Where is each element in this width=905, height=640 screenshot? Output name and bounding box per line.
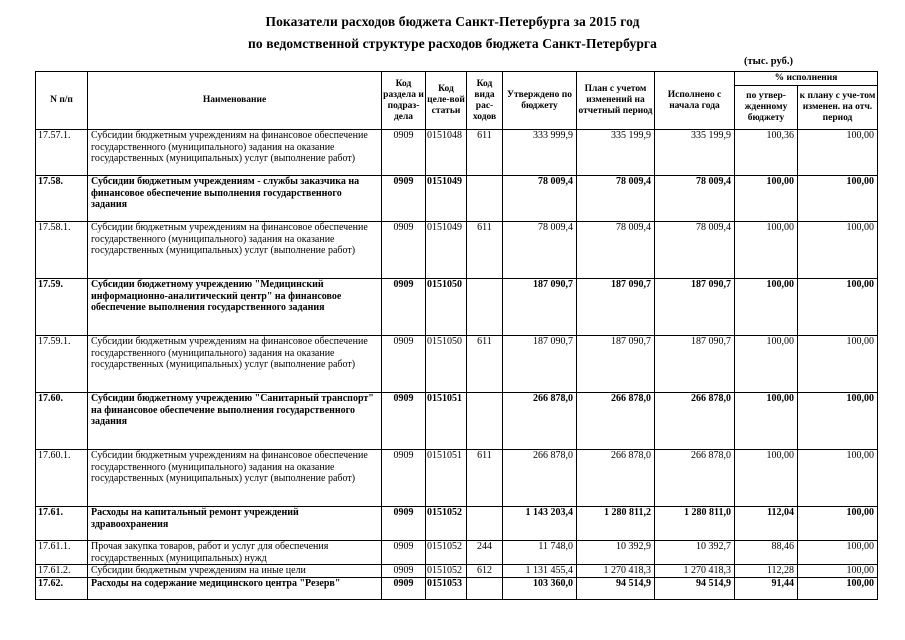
budget-table [35,71,878,600]
cell-executed: 266 878,0 [655,450,735,507]
cell-npp: 17.59. [36,279,88,336]
table-row [36,222,878,279]
cell-pct-plan: 100,00 [798,393,878,450]
cell-pct-approved: 100,00 [735,176,798,222]
cell-cel: 0151051 [426,393,467,450]
cell-cel: 0151049 [426,222,467,279]
cell-razdel: 0909 [382,450,426,507]
cell-approved: 266 878,0 [503,450,577,507]
cell-pct-plan: 100,00 [798,222,878,279]
cell-plan: 335 199,9 [577,130,655,176]
cell-pct-approved: 100,00 [735,279,798,336]
cell-plan: 187 090,7 [577,279,655,336]
cell-executed: 187 090,7 [655,336,735,393]
table-row [36,577,878,599]
cell-vid: 611 [467,130,503,176]
header-approved: Утверждено по бюджету [503,72,577,130]
cell-npp: 17.59.1. [36,336,88,393]
cell-name: Прочая закупка товаров, работ и услуг для обеспечения государственных (муниципальных) нужд [88,541,382,565]
cell-pct-plan: 100,00 [798,565,878,578]
table-row [36,565,878,578]
cell-npp: 17.60. [36,393,88,450]
cell-pct-approved: 100,00 [735,222,798,279]
cell-vid: 611 [467,336,503,393]
cell-cel: 0151050 [426,279,467,336]
cell-approved: 187 090,7 [503,279,577,336]
cell-name: Субсидии бюджетному учреждению "Санитарный транспорт" на финансовое обеспечение выполнения государственного задания [88,393,382,450]
cell-npp: 17.61.2. [36,565,88,578]
cell-approved: 266 878,0 [503,393,577,450]
cell-approved: 187 090,7 [503,336,577,393]
header-plan: План с учетом изменений на отчетный период [577,72,655,130]
cell-pct-plan: 100,00 [798,279,878,336]
cell-executed: 1 270 418,3 [655,565,735,578]
cell-vid [467,393,503,450]
cell-vid: 244 [467,541,503,565]
units-label: (тыс. руб.) [744,56,793,67]
cell-executed: 10 392,7 [655,541,735,565]
cell-vid: 611 [467,450,503,507]
cell-pct-approved: 100,00 [735,336,798,393]
cell-approved: 333 999,9 [503,130,577,176]
header-cel: Код целе-вой статьи [426,72,467,130]
cell-razdel: 0909 [382,393,426,450]
cell-executed: 266 878,0 [655,393,735,450]
cell-plan: 1 280 811,2 [577,507,655,541]
cell-cel: 0151051 [426,450,467,507]
cell-plan: 94 514,9 [577,577,655,599]
table-row [36,393,878,450]
table-row [36,130,878,176]
cell-executed: 78 009,4 [655,222,735,279]
cell-name: Субсидии бюджетным учреждениям на иные цели [88,565,382,578]
cell-pct-approved: 100,36 [735,130,798,176]
cell-executed: 187 090,7 [655,279,735,336]
cell-razdel: 0909 [382,507,426,541]
cell-vid [467,176,503,222]
cell-pct-plan: 100,00 [798,130,878,176]
table-row [36,541,878,565]
cell-name: Субсидии бюджетному учреждению "Медицинский информационно-аналитический центр" на финансовое обеспечение выполнения государственного задания [88,279,382,336]
cell-pct-approved: 88,46 [735,541,798,565]
cell-name: Субсидии бюджетным учреждениям на финансовое обеспечение государственного (муниципального) задания на оказание государственных (муниципальных) услуг (выполнение работ) [88,222,382,279]
cell-npp: 17.61. [36,507,88,541]
cell-name: Субсидии бюджетным учреждениям на финансовое обеспечение государственного (муниципального) задания на оказание государственных (муниципальных) услуг (выполнение работ) [88,130,382,176]
cell-npp: 17.58. [36,176,88,222]
cell-pct-approved: 112,04 [735,507,798,541]
cell-cel: 0151050 [426,336,467,393]
cell-approved: 103 360,0 [503,577,577,599]
cell-plan: 187 090,7 [577,336,655,393]
cell-pct-plan: 100,00 [798,577,878,599]
table-row [36,176,878,222]
cell-vid [467,279,503,336]
cell-cel: 0151049 [426,176,467,222]
cell-name: Расходы на содержание медицинского центра "Резерв" [88,577,382,599]
cell-pct-plan: 100,00 [798,450,878,507]
report-title: Показатели расходов бюджета Санкт-Петербурга за 2015 год [265,14,640,29]
cell-executed: 335 199,9 [655,130,735,176]
cell-plan: 78 009,4 [577,176,655,222]
cell-approved: 1 131 455,4 [503,565,577,578]
cell-plan: 78 009,4 [577,222,655,279]
cell-vid [467,577,503,599]
cell-approved: 78 009,4 [503,222,577,279]
header-pct-group: % исполнения [735,72,878,86]
cell-cel: 0151053 [426,577,467,599]
cell-razdel: 0909 [382,279,426,336]
cell-plan: 10 392,9 [577,541,655,565]
header-razdel: Код раздела и подраз-дела [382,72,426,130]
cell-vid: 611 [467,222,503,279]
cell-executed: 1 280 811,0 [655,507,735,541]
cell-name: Субсидии бюджетным учреждениям на финансовое обеспечение государственного (муниципального) задания на оказание государственных (муниципальных) услуг (выполнение работ) [88,450,382,507]
table-row [36,450,878,507]
table-row [36,507,878,541]
cell-npp: 17.61.1. [36,541,88,565]
table-body [36,130,878,600]
cell-cel: 0151048 [426,130,467,176]
cell-razdel: 0909 [382,336,426,393]
cell-pct-plan: 100,00 [798,336,878,393]
cell-razdel: 0909 [382,541,426,565]
cell-plan: 266 878,0 [577,450,655,507]
cell-vid: 612 [467,565,503,578]
cell-executed: 94 514,9 [655,577,735,599]
cell-pct-approved: 100,00 [735,450,798,507]
cell-npp: 17.60.1. [36,450,88,507]
header-executed: Исполнено с начала года [655,72,735,130]
cell-approved: 1 143 203,4 [503,507,577,541]
cell-approved: 78 009,4 [503,176,577,222]
header-pct-plan: к плану с уче-том изменен. на отч. период [798,86,878,130]
cell-razdel: 0909 [382,176,426,222]
cell-cel: 0151052 [426,541,467,565]
header-npp: N п/п [36,72,88,130]
table-row [36,279,878,336]
report-subtitle: по ведомственной структуре расходов бюджета Санкт-Петербурга [247,36,658,51]
cell-pct-plan: 100,00 [798,176,878,222]
cell-name: Субсидии бюджетным учреждениям на финансовое обеспечение государственного (муниципального) задания на оказание государственных (муниципальных) услуг (выполнение работ) [88,336,382,393]
cell-name: Расходы на капитальный ремонт учреждений здравоохранения [88,507,382,541]
cell-executed: 78 009,4 [655,176,735,222]
cell-vid [467,507,503,541]
cell-razdel: 0909 [382,577,426,599]
cell-npp: 17.58.1. [36,222,88,279]
cell-pct-approved: 100,00 [735,393,798,450]
cell-npp: 17.62. [36,577,88,599]
table-row [36,336,878,393]
cell-cel: 0151052 [426,507,467,541]
header-pct-approved: по утвер-жденному бюджету [735,86,798,130]
cell-razdel: 0909 [382,222,426,279]
cell-plan: 1 270 418,3 [577,565,655,578]
cell-npp: 17.57.1. [36,130,88,176]
header-vid: Код вида рас-ходов [467,72,503,130]
cell-name: Субсидии бюджетным учреждениям - службы заказчика на финансовое обеспечение выполнения государственного задания [88,176,382,222]
cell-cel: 0151052 [426,565,467,578]
header-name: Наименование [88,72,382,130]
cell-approved: 11 748,0 [503,541,577,565]
cell-razdel: 0909 [382,130,426,176]
cell-pct-approved: 112,28 [735,565,798,578]
cell-pct-plan: 100,00 [798,507,878,541]
cell-pct-approved: 91,44 [735,577,798,599]
cell-razdel: 0909 [382,565,426,578]
cell-pct-plan: 100,00 [798,541,878,565]
cell-plan: 266 878,0 [577,393,655,450]
